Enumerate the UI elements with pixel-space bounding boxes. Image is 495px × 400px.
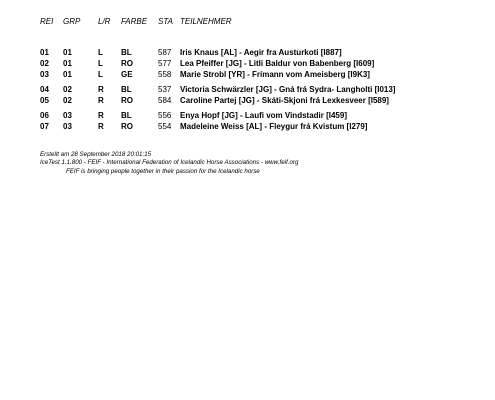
created-timestamp: Erstellt am 28 September 2018 20:01:15 xyxy=(40,151,152,158)
grp-cell: 02 xyxy=(63,96,72,105)
farbe-cell: GE xyxy=(121,70,133,79)
rei-cell: 01 xyxy=(40,48,49,57)
rei-cell: 05 xyxy=(40,96,49,105)
sta-cell: 556 xyxy=(158,111,172,120)
header-rei: REI xyxy=(40,17,54,26)
teilnehmer-cell: Enya Hopf [JG] - Laufi vom Vindstadir [I459] xyxy=(180,111,347,120)
farbe-cell: RO xyxy=(121,59,133,68)
header-grp: GRP xyxy=(63,17,81,26)
grp-cell: 03 xyxy=(63,111,72,120)
rei-cell: 04 xyxy=(40,85,49,94)
header-teilnehmer: TEILNEHMER xyxy=(180,17,232,26)
software-credit: IceTest 1.1.800 - FEIF - International Federation of Icelandic Horse Associations - www.feif.org xyxy=(40,159,299,167)
lr-cell: L xyxy=(98,70,103,79)
table-row xyxy=(0,84,495,95)
sta-cell: 577 xyxy=(158,59,172,68)
grp-cell: 01 xyxy=(63,70,72,79)
table-row xyxy=(0,47,495,58)
table-row xyxy=(0,69,495,80)
table-row xyxy=(0,58,495,69)
document-footer xyxy=(40,151,298,176)
teilnehmer-cell: Caroline Partej [JG] - Skáti-Skjoni frá Lexkesveer [I589] xyxy=(180,96,389,105)
lr-cell: R xyxy=(98,85,104,94)
rei-cell: 02 xyxy=(40,59,49,68)
sta-cell: 537 xyxy=(158,85,172,94)
lr-cell: L xyxy=(98,59,103,68)
table-row xyxy=(0,95,495,106)
farbe-cell: BL xyxy=(121,85,132,94)
teilnehmer-cell: Lea Pfeiffer [JG] - Litli Baldur von Babenberg [I609] xyxy=(180,59,375,68)
sta-cell: 554 xyxy=(158,122,172,131)
farbe-cell: RO xyxy=(121,96,133,105)
teilnehmer-cell: Iris Knaus [AL] - Aegir fra Austurkoti [I887] xyxy=(180,48,342,57)
grp-cell: 03 xyxy=(63,122,72,131)
header-farbe: FARBE xyxy=(121,17,148,26)
sta-cell: 584 xyxy=(158,96,172,105)
grp-cell: 01 xyxy=(63,48,72,57)
start-list-rows xyxy=(0,47,495,132)
teilnehmer-cell: Victoria Schwärzler [JG] - Gná frá Sydra- Langholti [I013] xyxy=(180,85,396,94)
farbe-cell: BL xyxy=(121,48,132,57)
grp-cell: 01 xyxy=(63,59,72,68)
teilnehmer-cell: Marie Strobl [YR] - Frímann vom Ameisberg [I9K3] xyxy=(180,70,370,79)
rei-cell: 03 xyxy=(40,70,49,79)
feif-slogan: FEIF is bringing people together in their passion for the Icelandic horse xyxy=(66,167,260,175)
header-sta: STA xyxy=(158,17,173,26)
lr-cell: R xyxy=(98,111,104,120)
lr-cell: R xyxy=(98,122,104,131)
sta-cell: 558 xyxy=(158,70,172,79)
grp-cell: 02 xyxy=(63,85,72,94)
lr-cell: L xyxy=(98,48,103,57)
lr-cell: R xyxy=(98,96,104,105)
sta-cell: 587 xyxy=(158,48,172,57)
rei-cell: 06 xyxy=(40,111,49,120)
teilnehmer-cell: Madeleine Weiss [AL] - Fleygur frá Kvistum [I279] xyxy=(180,122,368,131)
rei-cell: 07 xyxy=(40,122,49,131)
table-row xyxy=(0,110,495,121)
header-lr: L/R xyxy=(98,17,111,26)
farbe-cell: RO xyxy=(121,122,133,131)
farbe-cell: BL xyxy=(121,111,132,120)
table-row xyxy=(0,121,495,132)
